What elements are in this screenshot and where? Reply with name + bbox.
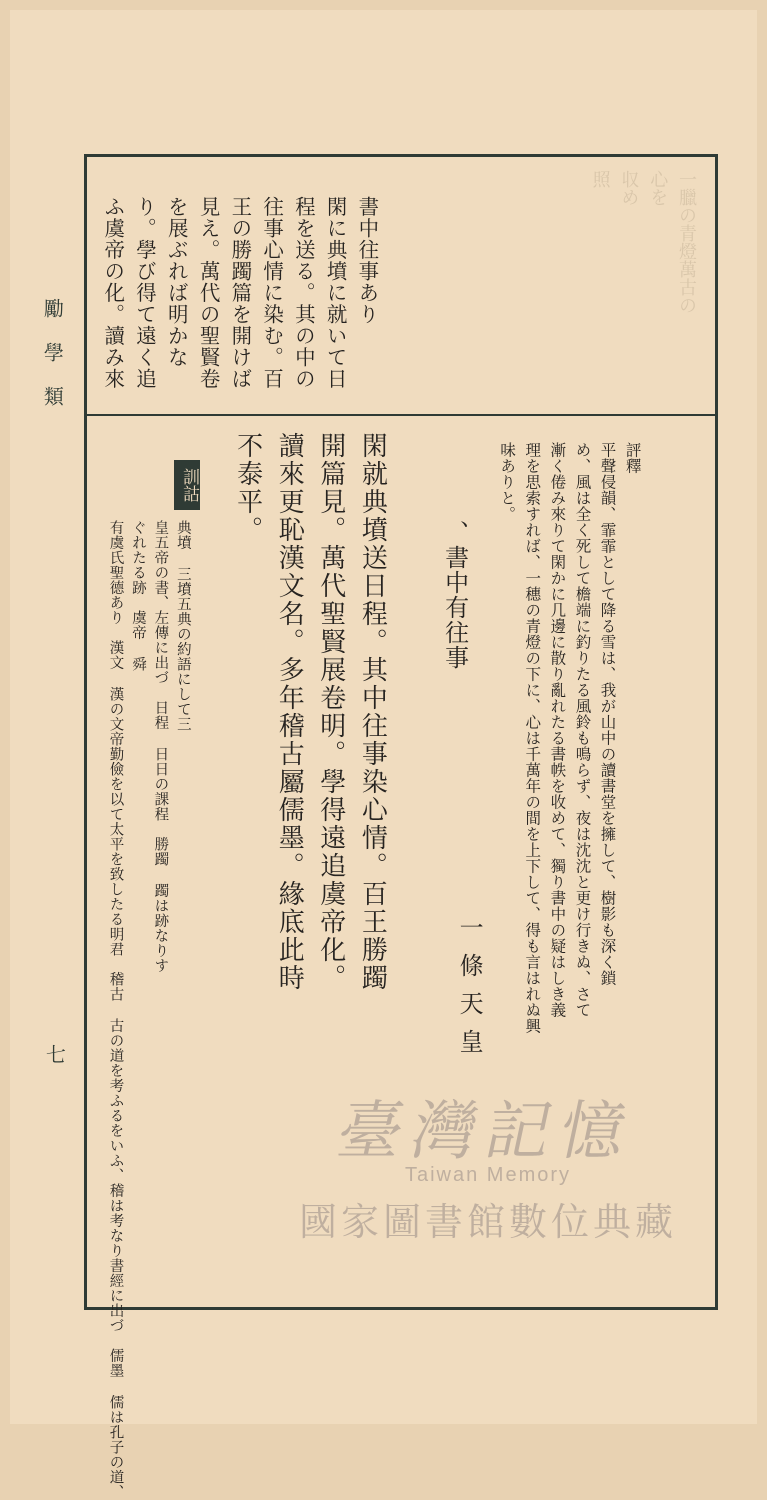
faded-bleed-through-text: 一臘の青燈萬古の 心を 収め 照 (589, 170, 697, 314)
notes-label: 訓詁 (174, 460, 200, 510)
critique-text: 評釋 平聲侵韻、霏霏として降る雪は、我が山中の讀書堂を擁して、樹影も深く鎖 め、風は全く死して檐端に釣りたる風鈴も鳴らず、夜は沈沈と更け行きぬ、さて 漸く倦み來りて閑かに几邊に散り亂れたる書帙を收めて、獨り書中の疑はしき義 理を思索すれば、一穗の青燈の下に、心は千萬年の間を上下して、得も言はれぬ興 味ありと。 (498, 442, 642, 1034)
page-number: 七 (42, 1044, 67, 1064)
poem-author: 一條天皇 (455, 915, 484, 1067)
running-head: 勵學類 (40, 298, 65, 430)
poem-title: 、書中有往事 (440, 520, 469, 670)
gloss-notes: 典墳 三墳五典の約語にして三 皇五帝の書、左傳に出づ 日程 日日の課程 勝躅 躅は跡なりす ぐれたる跡 虞帝 舜 有虞氏聖德あり 漢文 漢の文帝勤儉を以て太平を致したる明君 稽古 古の道を考ふるをいふ、稽は考なり書經に出づ 儒墨 儒は孔子の道、 (107, 520, 191, 1500)
poem-body: 閑就典墳送日程。其中往事染心情。百王勝躅 開篇見。萬代聖賢展卷明。學得遠追虞帝化。 讀來更恥漢文名。多年稽古屬儒墨。緣底此時 不泰平。 (232, 432, 388, 992)
upper-paraphrase: 書中往事あり 閑に典墳に就いて日 程を送る。其の中の 往事心情に染む。百 王の勝躅篇を開けば 見え。萬代の聖賢卷 を展ぶれば明かな り。學び得て遠く追 ふ虞帝の化。讀み來 (100, 196, 379, 390)
watermark-chinese: 國家圖書館數位典藏 (298, 1200, 677, 1244)
watermark-english: Taiwan Memory (404, 1164, 572, 1186)
watermark-logo: 臺灣記憶 (330, 1095, 643, 1169)
frame-divider (84, 414, 718, 416)
